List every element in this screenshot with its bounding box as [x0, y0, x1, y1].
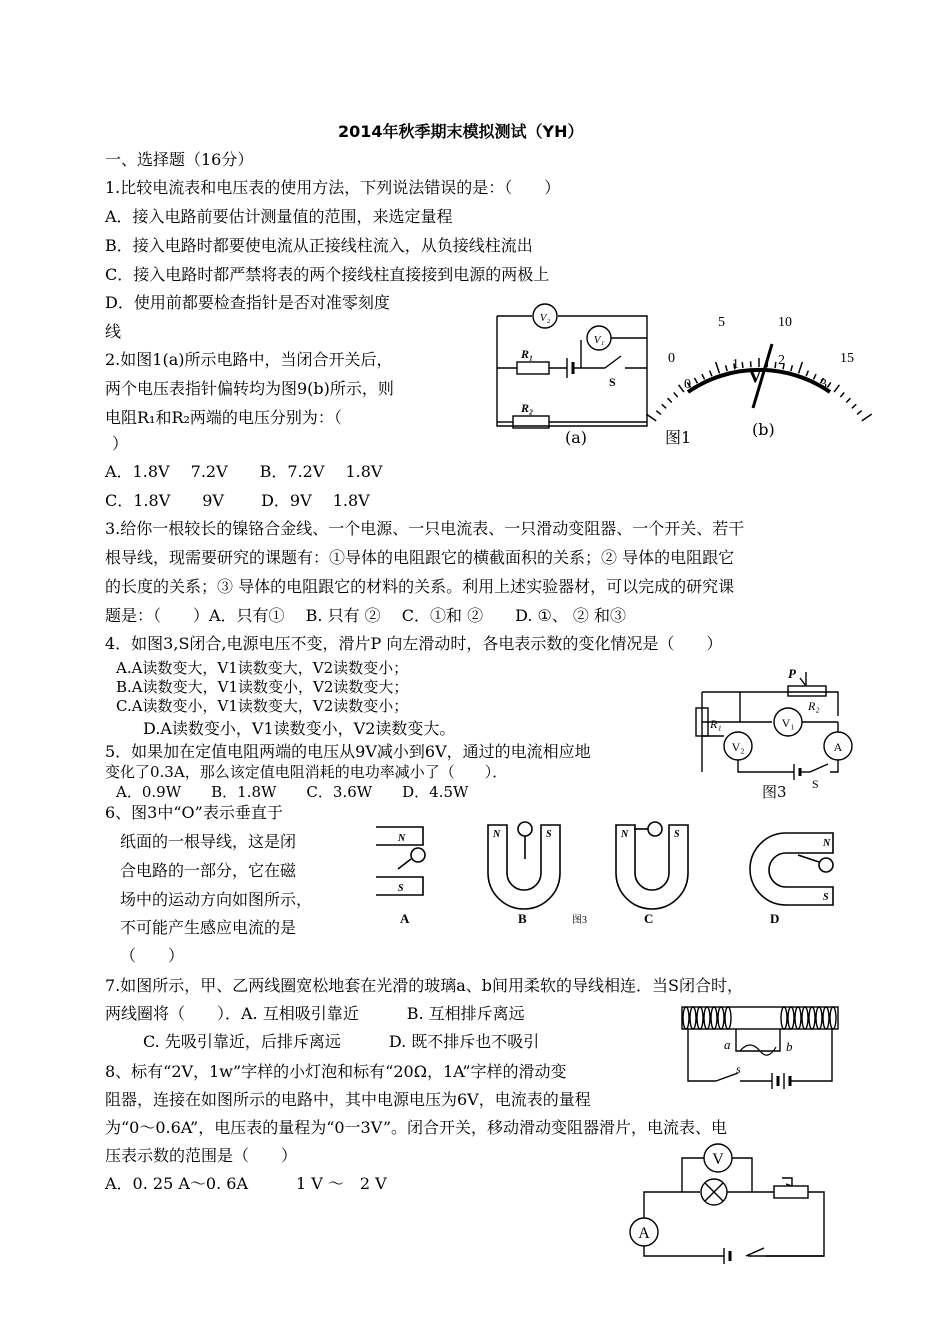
v1-label: V₁ — [781, 716, 795, 730]
coil-turn — [788, 1007, 794, 1029]
meter-tick — [827, 382, 830, 387]
magnet-label-a: A — [400, 911, 410, 926]
coil-turn — [697, 1007, 703, 1029]
label-s: s — [736, 1062, 741, 1076]
q2-line-4: ） — [112, 434, 129, 453]
meter-tick — [791, 365, 793, 371]
q8-line-2: 阻器，连接在如图所示的电路中，其中电源电压为6V，电流表的量程 — [105, 1090, 591, 1109]
v2-label: V₂ — [731, 740, 745, 754]
q2-line-1: 2.如图1(a)所示电路中，当闭合开关后， — [105, 350, 393, 369]
q1-option-d-cont: 线 — [105, 322, 122, 341]
meter-tick — [806, 371, 808, 377]
meter-tick — [813, 374, 816, 379]
q1-option-a: A．接入电路前要估计测量值的范围，来选定量程 — [105, 207, 453, 226]
meter-tick — [846, 398, 850, 402]
meter-tick — [662, 404, 666, 408]
label-b: b — [786, 1039, 793, 1054]
q8-line-4: 压表示数的范围是（ ） — [105, 1146, 298, 1165]
scale-outer-5: 5 — [718, 315, 725, 330]
magnet-label-b: B — [518, 911, 527, 926]
coil-turn — [683, 1007, 689, 1029]
q8-option-a: A．0. 25 A～0. 6A 1 V ～ 2 V — [105, 1174, 387, 1193]
q4-option-c: C.A读数变小，V1读数变大，V2读数变小； — [116, 697, 409, 715]
coil-turn — [690, 1007, 696, 1029]
q4-option-d: D.A读数变小，V1读数变小，V2读数变大。 — [143, 719, 456, 738]
meter-tick — [840, 393, 844, 398]
q7-line-1: 7.如图所示，甲、乙两线圈宽松地套在光滑的玻璃a、b间用柔软的导线相连．当S闭合时， — [105, 976, 744, 995]
p-label: P — [788, 666, 796, 681]
q2-line-2: 两个电压表指针偏转均为图9(b)所示，则 — [105, 379, 394, 398]
meter-tick — [668, 398, 672, 402]
scale-inner-2: 2 — [778, 353, 785, 368]
voltmeter-label: V — [712, 1151, 724, 1168]
magnet-b-s: S — [546, 829, 552, 840]
q7-line-2: 两线圈将（ ）．A. 互相吸引靠近 B. 互相排斥离远 — [105, 1004, 525, 1023]
meter-tick — [775, 362, 776, 368]
q4-option-b: B.A读数变大，V1读数变小，V2读数变大； — [116, 678, 409, 696]
q6-line-1: 6、图3中“O”表示垂直于 — [105, 803, 283, 822]
meter-tick — [726, 365, 728, 371]
scale-outer-15: 15 — [840, 351, 854, 366]
q4-stem: 4．如图3,S闭合,电源电压不变，滑片P 向左滑动时，各电表示数的变化情况是（ ） — [105, 634, 723, 653]
coil-turn — [781, 1007, 787, 1029]
a-label: A — [833, 740, 843, 754]
meter-tick — [852, 404, 856, 408]
meter-tick — [702, 374, 705, 379]
meter-unit: V — [748, 365, 763, 387]
figure-1-caption: 图1 — [665, 428, 692, 447]
coil-turn — [795, 1007, 801, 1029]
meter-tick — [799, 362, 803, 373]
r1-label: R₁ — [521, 347, 534, 361]
meter-tick — [834, 385, 839, 392]
scale-inner-3: 3 — [820, 377, 827, 392]
v1-label: V₁ — [593, 334, 605, 346]
figure-magnets — [368, 815, 843, 930]
magnet-a-s: S — [398, 883, 404, 894]
meter-tick — [656, 411, 661, 415]
scale-outer-0: 0 — [668, 351, 675, 366]
coil-turn — [711, 1007, 717, 1029]
q4-option-a: A.A读数变大，V1读数变大，V2读数变小； — [116, 659, 409, 677]
q1-option-b: B．接入电路时都要使电流从正接线柱流入，从负接线柱流出 — [105, 236, 533, 255]
q5-line-2: 变化了0.3A，那么该定值电阻消耗的电功率减小了（ ）． — [105, 763, 508, 781]
label-a: a — [724, 1037, 731, 1052]
coil-turn — [802, 1007, 808, 1029]
coil-turn — [823, 1007, 829, 1029]
figure-1b-meter — [660, 306, 860, 436]
meter-tick — [862, 414, 872, 421]
meter-tick — [694, 378, 697, 383]
figure-7-coils — [676, 1003, 846, 1088]
q3-line-1: 3.给你一根较长的镍铬合金线、一个电源、一只电流表、一只滑动变阻器、一个开关、若干 — [105, 519, 745, 538]
meter-tick — [857, 411, 862, 415]
q2-options-ab: A．1.8V 7.2V B．7.2V 1.8V — [105, 462, 383, 481]
coil-turn — [809, 1007, 815, 1029]
ammeter-label: A — [638, 1225, 650, 1242]
q6-line-4: 场中的运动方向如图所示， — [120, 890, 313, 909]
q6-line-2: 纸面的一根导线，这是闭 — [120, 832, 297, 851]
meter-tick — [674, 393, 678, 398]
figure-1b-caption: (b) — [752, 420, 775, 439]
coil-turn — [725, 1007, 731, 1029]
q1-option-d: D．使用前都要检查指针是否对准零刻度 — [105, 293, 390, 312]
s-label: S — [812, 777, 819, 791]
v2-label: V₂ — [539, 312, 551, 324]
meter-tick — [716, 362, 720, 373]
magnet-label-d: D — [770, 911, 780, 926]
coil-turn — [816, 1007, 822, 1029]
q2-line-3: 电阻R₁和R₂两端的电压分别为：（ — [105, 408, 342, 427]
q3-line-3: 的长度的关系；③ 导体的电阻跟它的材料的关系。利用上述实验器材，可以完成的研究课 — [105, 577, 735, 596]
magnet-b-n: N — [493, 829, 501, 840]
q2-options-cd: C．1.8V 9V D．9V 1.8V — [105, 491, 370, 510]
figure-3-caption: 图3 — [762, 783, 787, 801]
magnet-label-c: C — [644, 911, 654, 926]
r2-label: R₂ — [521, 401, 534, 415]
coil-turn — [704, 1007, 710, 1029]
meter-tick — [710, 371, 712, 377]
q5-options: A．0.9W B．1.8W C．3.6W D．4.5W — [116, 783, 469, 801]
coil-turn — [718, 1007, 724, 1029]
q3-line-4: 题是：（ ）A．只有① B. 只有 ② C．①和 ② D. ①、 ② 和③ — [105, 606, 627, 625]
scale-inner-1: 1 — [732, 357, 739, 372]
figure-8-circuit — [628, 1140, 838, 1270]
q5-line-1: 5．如果加在定值电阻两端的电压从9V减小到6V，通过的电流相应地 — [105, 742, 591, 761]
q6-line-3: 合电路的一部分，它在磁 — [120, 861, 297, 880]
q6-line-5: 不可能产生感应电流的是 — [120, 918, 297, 937]
r1-label: R₁ — [710, 717, 722, 731]
q1-option-c: C．接入电路时都严禁将表的两个接线柱直接接到电源的两极上 — [105, 265, 550, 284]
coil-turn — [830, 1007, 836, 1029]
section-heading: 一、选择题（16分） — [105, 150, 254, 169]
q8-line-3: 为“0～0.6A”，电压表的量程为“0一3V”。闭合开关，移动滑动变阻器滑片，电流表、电 — [105, 1118, 728, 1137]
magnet-c-s: S — [674, 829, 680, 840]
q7-line-3: C. 先吸引靠近，后排斥离远 D. 既不排斥也不吸引 — [143, 1032, 540, 1051]
q1-stem: 1.比较电流表和电压表的使用方法，下列说法错误的是：（ ） — [105, 178, 561, 197]
r2-label: R₂ — [808, 699, 820, 713]
meter-tick — [742, 362, 743, 368]
q6-line-6: （ ） — [120, 946, 185, 965]
figure-1a-circuit — [485, 298, 655, 438]
scale-inner-0: 0 — [684, 377, 691, 392]
magnet-d-s: S — [823, 892, 829, 903]
magnet-figure-caption: 图3 — [572, 915, 587, 926]
figure-1a-caption: (a) — [565, 428, 588, 447]
switch-label: S — [609, 375, 616, 389]
scale-outer-10: 10 — [778, 315, 792, 330]
magnet-d-n: N — [823, 838, 831, 849]
page-title: 2014年秋季期末模拟测试（YH） — [338, 122, 584, 141]
q8-line-1: 8、标有“2V，1w”字样的小灯泡和标有“20Ω，1A”字样的滑动变 — [105, 1062, 567, 1081]
q3-line-2: 根导线，现需要研究的课题有：①导体的电阻跟它的横截面积的关系；② 导体的电阻跟它 — [105, 548, 735, 567]
magnet-a-n: N — [398, 833, 406, 844]
magnet-c-n: N — [621, 829, 629, 840]
